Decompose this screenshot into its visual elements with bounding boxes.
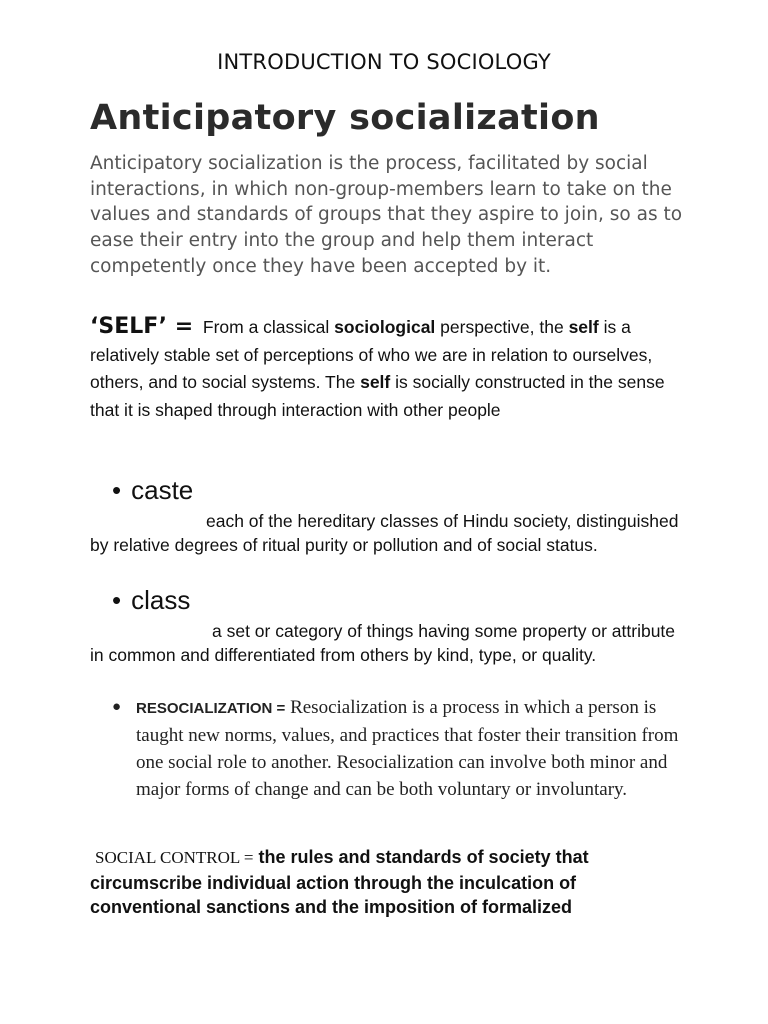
class-heading [112,585,190,616]
self-paragraph [90,313,680,424]
class-bullet: • [112,585,122,615]
caste-term: caste [131,475,194,505]
class-definition-text: a set or category of things having some property or attribute in common and differentiated from others by kind, type, or quality. [90,621,676,665]
self-bold-2: self [568,317,599,337]
social-control-label: SOCIAL CONTROL = [95,848,254,867]
self-text-2: perspective, the [435,317,569,337]
class-definition [90,619,690,667]
caste-heading [112,475,193,506]
caste-bullet: • [112,475,122,505]
caste-definition-text: each of the hereditary classes of Hindu society, distinguished by relative degrees of ritual purity or pollution and of social status. [90,511,679,555]
resocialization-text: Resocialization is a process in which a person is taught new norms, values, and practices that foster their transition from one social role to another. Resocialization can involve both minor and major forms of change and can be both voluntary or involuntary. [136,697,679,800]
resocialization-item [112,694,682,803]
self-text-4: is socially constructed in the sense that it is shaped through interaction with other people [90,372,665,420]
self-label: ‘SELF’ = [90,314,194,339]
social-control-paragraph [90,845,690,920]
caste-definition [90,509,690,557]
class-term: class [131,585,191,615]
resocialization-bullet: ● [112,699,122,715]
self-bold-1: sociological [334,317,436,337]
intro-paragraph: Anticipatory socialization is the process, facilitated by social interactions, in which non-group-members learn to take on the values and standards of groups that they aspire to join, so as to ease their entry into the group and help them interact competently once they have been accepted by it. [90,153,683,277]
resocialization-label: RESOCIALIZATION = [136,700,286,717]
self-bold-3: self [360,372,391,392]
self-text-3: is a relatively stable set of perceptions of who we are in relation to ourselves, others, and to social systems. The [90,317,653,392]
document-header: INTRODUCTION TO SOCIOLOGY [217,50,551,74]
self-text-1: From a classical [202,317,335,337]
social-control-text: the rules and standards of society that circumscribe individual action through the inculcation of conventional sanctions and the imposition of formalized [90,847,589,917]
section-title: Anticipatory socialization [90,98,600,138]
